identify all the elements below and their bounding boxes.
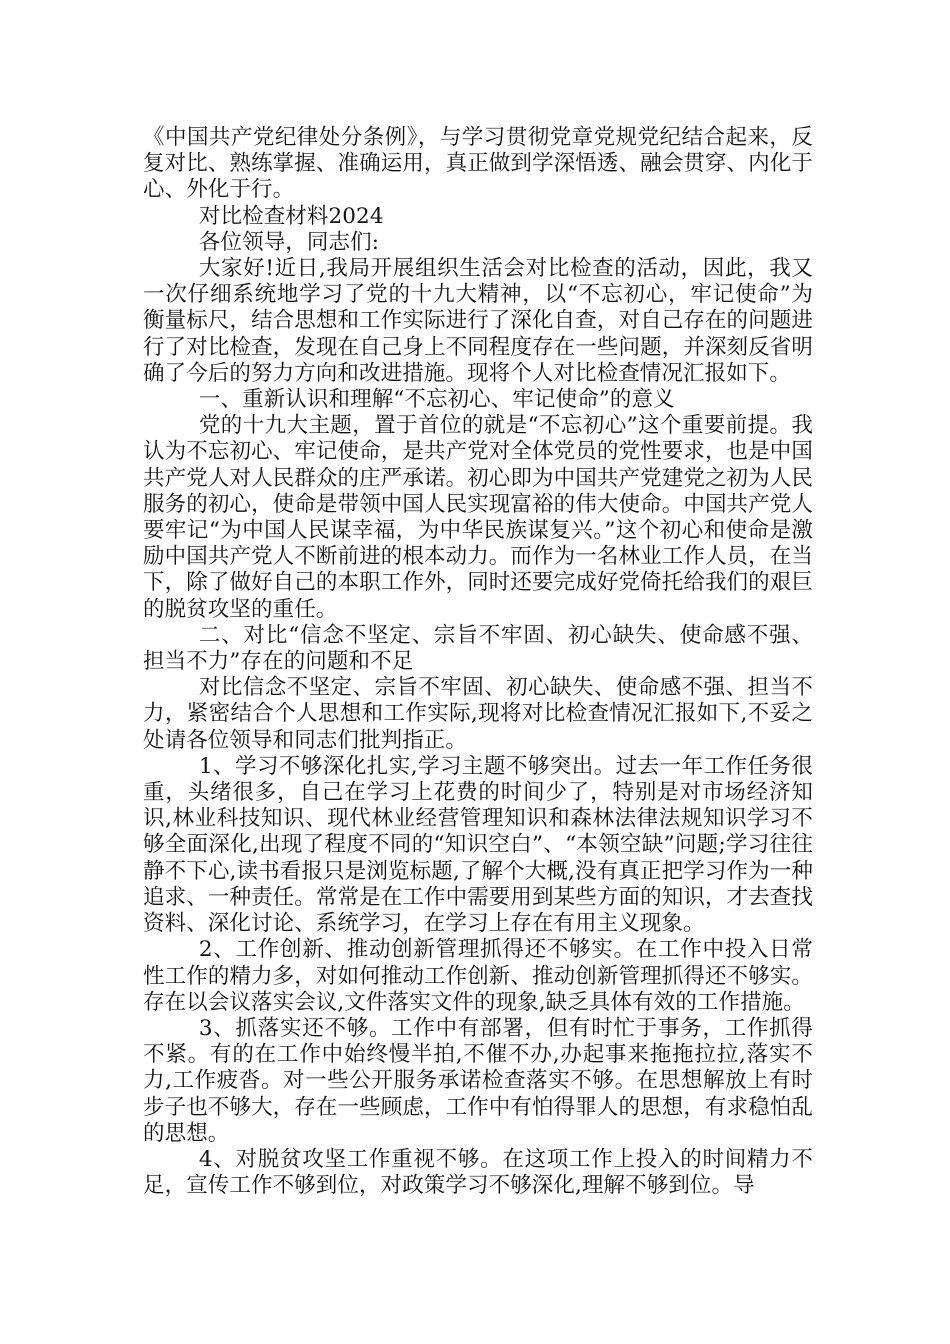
section-heading: 二、对比“信念不坚定、宗旨不牢固、初心缺失、使命感不强、担当不力”存在的问题和不足: [143, 622, 813, 675]
list-item: 2、工作创新、推动创新管理抓得还不够实。在工作中投入日常性工作的精力多，对如何推动工作创新、推动创新管理抓得还不够实。存在以会议落实会议,文件落实文件的现象,缺乏具体有效的工作措施。: [143, 937, 813, 1015]
paragraph: 党的十九大主题，置于首位的就是“不忘初心”这个重要前提。我认为不忘初心、牢记使命，是共产党对全体党员的党性要求，也是中国共产党人对人民群众的庄严承诺。初心即为中国共产党建党之初为人民服务的初心，使命是带领中国人民实现富裕的伟大使命。中国共产党人要牢记“为中国人民谋幸福，为中华民族谋复兴。”这个初心和使命是激励中国共产党人不断前进的根本动力。而作为一名林业工作人员，在当下，除了做好自己的本职工作外，同时还要完成好党倚托给我们的艰巨的脱贫攻坚的重任。: [143, 413, 813, 622]
section-heading: 一、重新认识和理解“不忘初心、牢记使命”的意义: [198, 387, 675, 413]
list-item: 1、学习不够深化扎实,学习主题不够突出。过去一年工作任务很重，头绪很多，自己在学习上花费的时间少了，特别是对市场经济知识,林业科技知识、现代林业经营管理知识和森林法律法规知识学习不够全面深化,出现了程度不同的“知识空白”、“本领空缺”问题;学习往往静不下心,读书看报只是浏览标题,了解个大概,没有真正把学习作为一种追求、一种责任。常常是在工作中需要用到某些方面的知识，才去查找资料、深化讨论、系统学习，在学习上存在有用主义现象。: [143, 753, 813, 937]
paragraph: 对比信念不坚定、宗旨不牢固、初心缺失、使命感不强、担当不力，紧密结合个人思想和工作实际,现将对比检查情况汇报如下,不妥之处请各位领导和同志们批判指正。: [143, 675, 813, 753]
list-item: 3、抓落实还不够。工作中有部署，但有时忙于事务，工作抓得不紧。有的在工作中始终慢半拍,不催不办,办起事来拖拖拉拉,落实不力,工作疲沓。对一些公开服务承诺检查落实不够。在思想解放上有时步子也不够大，存在一些顾虑，工作中有怕得罪人的思想，有求稳怕乱的思想。: [143, 1015, 813, 1146]
list-item: 4、对脱贫攻坚工作重视不够。在这项工作上投入的时间精力不足，宣传工作不够到位，对政策学习不够深化,理解不够到位。导: [143, 1146, 813, 1199]
document-title: 对比检查材料2024: [198, 203, 384, 229]
salutation: 各位领导，同志们:: [198, 229, 380, 255]
paragraph: 大家好!近日,我局开展组织生活会对比检查的活动，因此，我又一次仔细系统地学习了党的十九大精神，以“不忘初心，牢记使命”为衡量标尺，结合思想和工作实际进行了深化自查，对自己存在的问题进行了对比检查，发现在自己身上不同程度存在一些问题，并深刻反省明确了今后的努力方向和改进措施。现将个人对比检查情况汇报如下。: [143, 256, 813, 386]
document-body: [143, 125, 813, 1199]
paragraph: 《中国共产党纪律处分条例》，与学习贯彻党章党规党纪结合起来，反复对比、熟练掌握、准确运用，真正做到学深悟透、融会贯穿、内化于心、外化于行。: [143, 125, 813, 203]
